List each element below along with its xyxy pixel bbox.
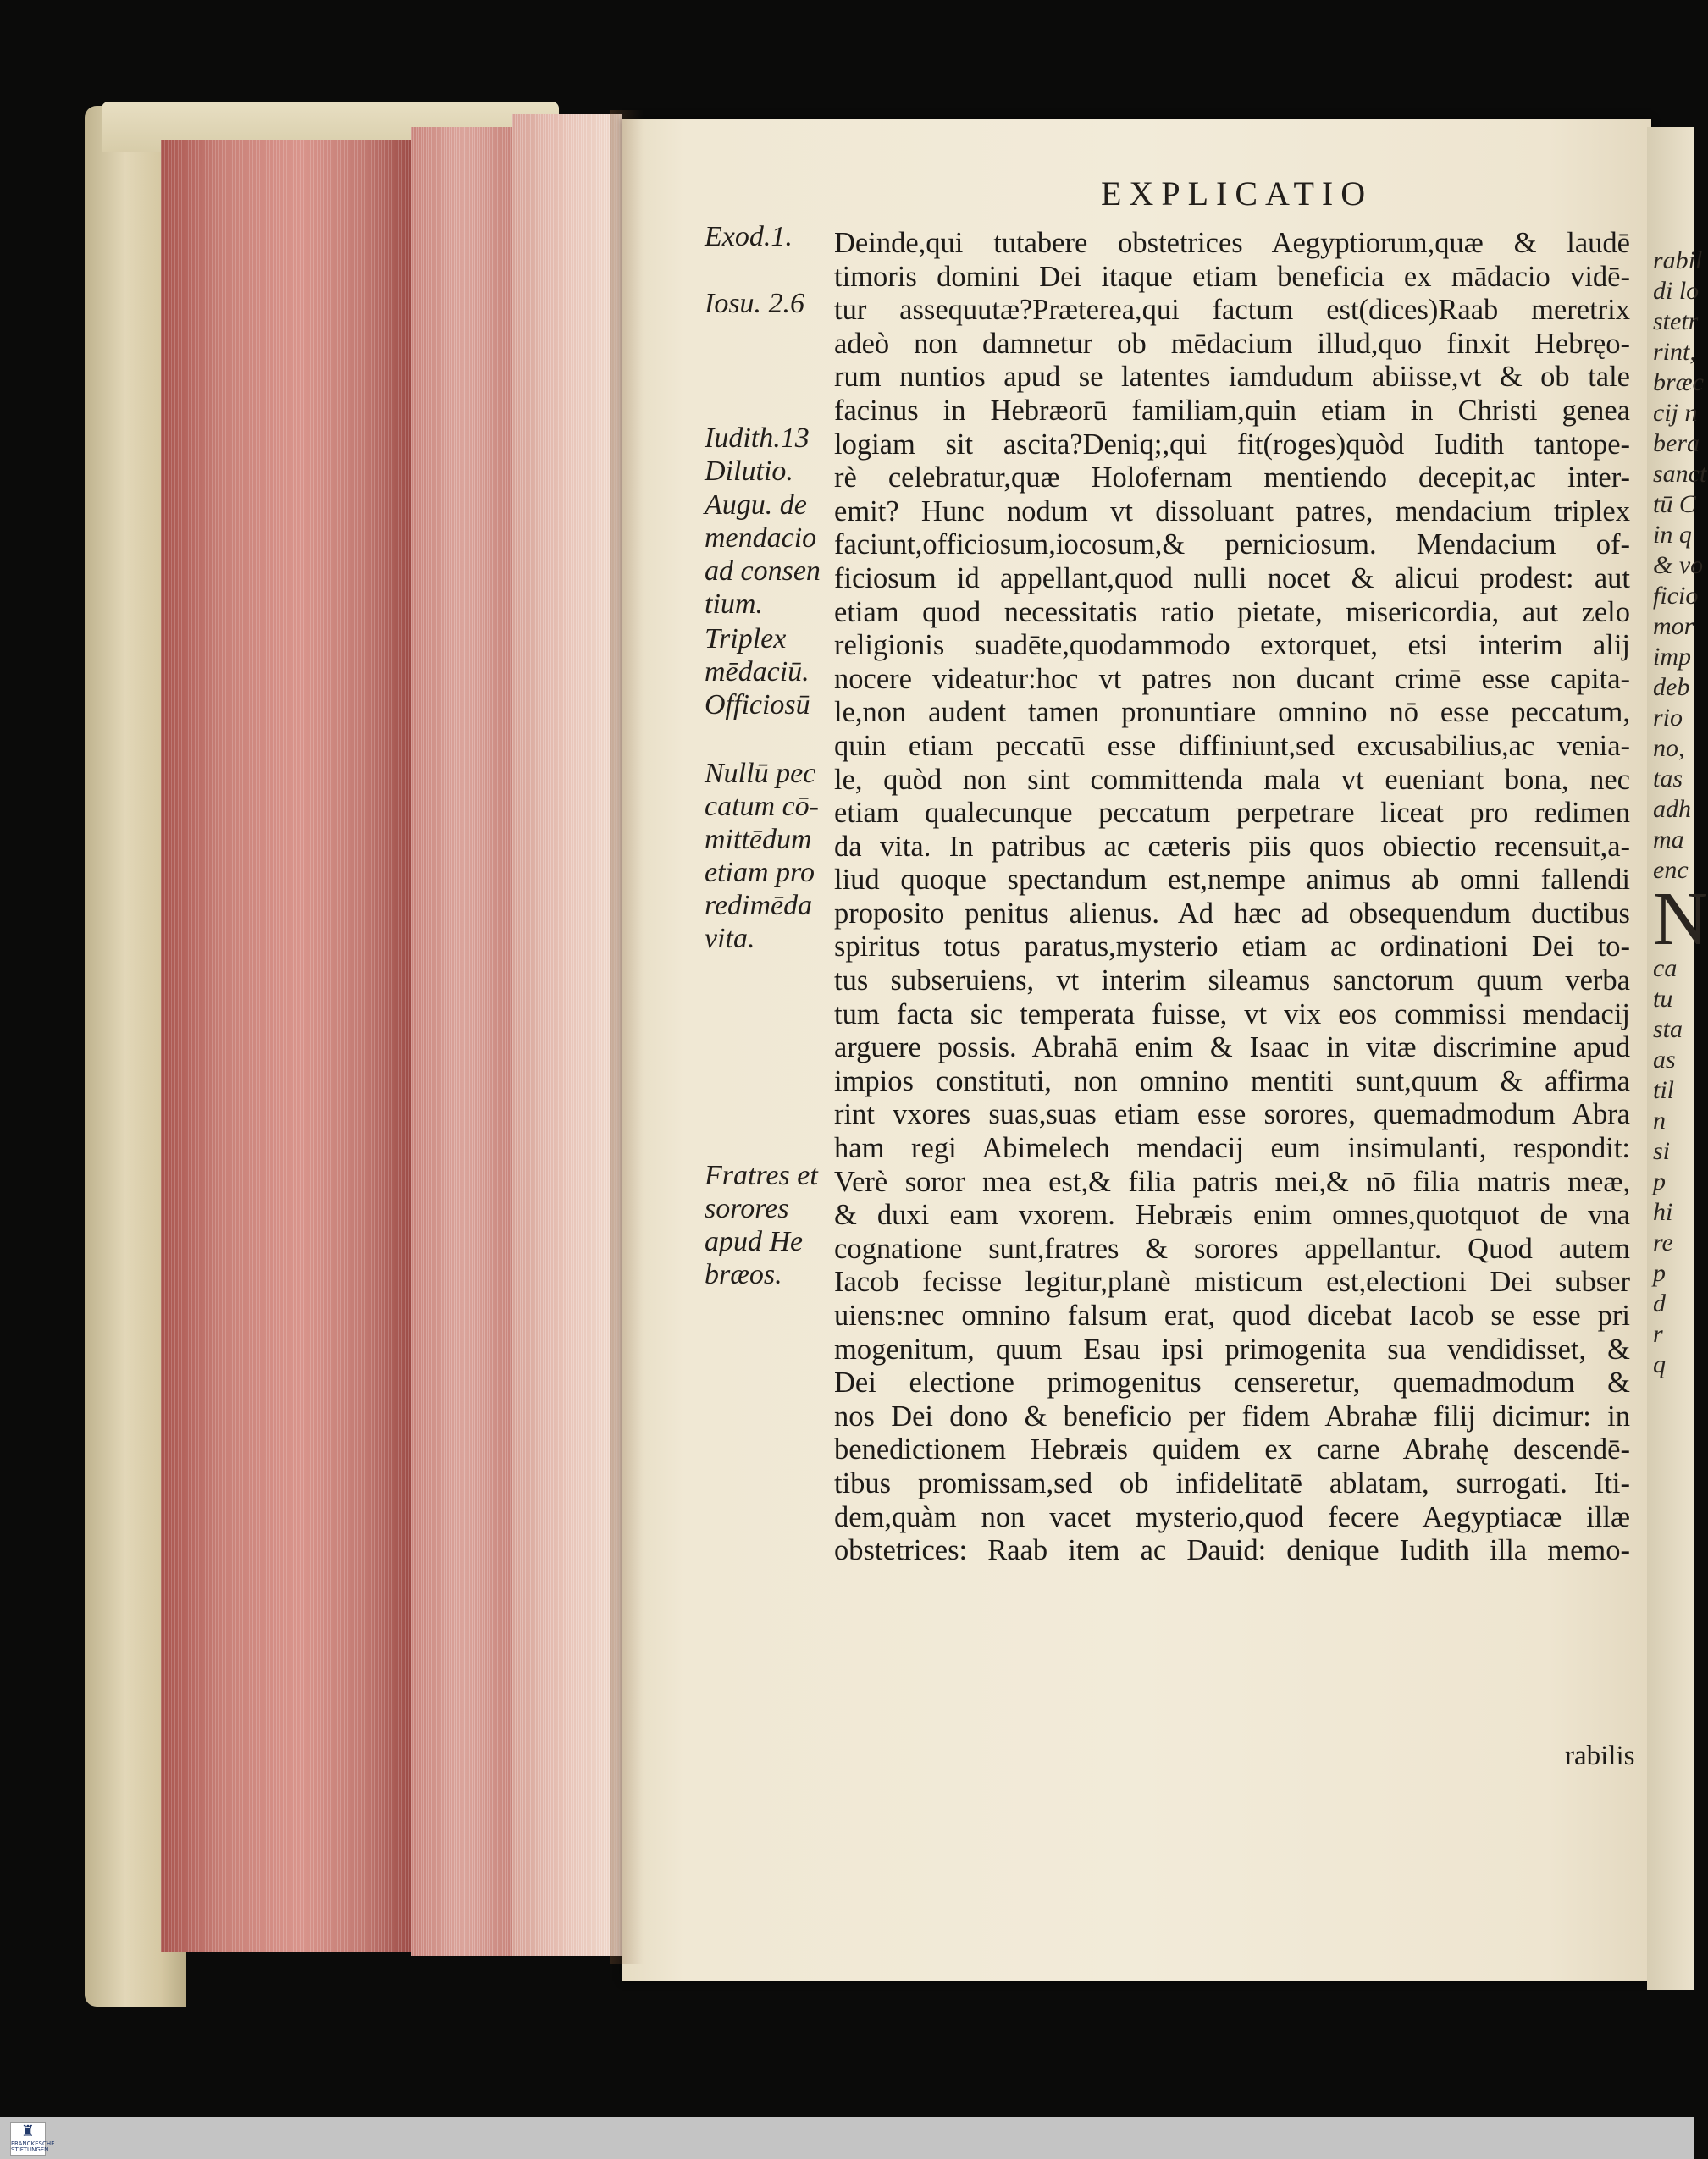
margin-note-line: Exod.1. xyxy=(705,221,793,252)
next-page-fragment: tas xyxy=(1653,765,1683,792)
margin-note-line: vita. xyxy=(705,922,755,954)
next-page-fragment: p xyxy=(1653,1168,1666,1195)
next-page-fragment: rabil xyxy=(1653,246,1703,274)
margin-note-line: Nullū pec xyxy=(705,757,816,789)
page-edges-stained xyxy=(161,140,415,1952)
next-page-fragment: N xyxy=(1653,877,1708,961)
logo-text xyxy=(11,2140,55,2153)
viewer-footer-bar xyxy=(0,2117,1694,2159)
main-text-block xyxy=(834,227,1630,1568)
next-page-fragment: mor xyxy=(1653,612,1694,640)
text-line: uiens:nec omnino falsum erat, quod dicebat Iacob se esse pri xyxy=(834,1300,1630,1332)
next-page-fragment: n xyxy=(1653,1107,1666,1135)
text-line: benedictionem Hebræis quidem ex carne Abrahę descendē- xyxy=(834,1433,1630,1466)
margin-note-line: mendacio xyxy=(705,522,817,554)
text-line: nocere videatur:hoc vt patres non ducant crimē esse capita- xyxy=(834,662,1630,695)
text-line: ficiosum id appellant,quod nulli nocet & alicui prodest: aut xyxy=(834,561,1630,594)
text-line: Deinde,qui tutabere obstetrices Aegyptiorum,quæ & laudē xyxy=(834,227,1630,259)
next-page-fragment: re xyxy=(1653,1229,1673,1256)
next-page-fragment: imp xyxy=(1653,643,1691,671)
margin-note-triplex xyxy=(705,622,810,721)
running-head: EXPLICATIO xyxy=(1101,174,1374,213)
text-line: dem,quàm non vacet mysterio,quod fecere Aegyptiacæ illæ xyxy=(834,1500,1630,1533)
next-page-fragment: p xyxy=(1653,1259,1666,1287)
text-line: & duxi eam vxorem. Hebræis enim omnes,quotquot de vna xyxy=(834,1199,1630,1232)
catchword: rabilis xyxy=(1565,1741,1635,1771)
next-page-fragment: enc xyxy=(1653,856,1689,884)
next-page-fragment: rio xyxy=(1653,704,1683,732)
text-line: Dei electione primogenitus censeretur, quemadmodum & xyxy=(834,1367,1630,1400)
next-page-fragment: deb xyxy=(1653,673,1690,701)
text-line: impios constituti, non omnino mentiti sunt,quum & affirma xyxy=(834,1064,1630,1097)
margin-note-dilutio xyxy=(705,455,793,488)
next-page-fragment: hi xyxy=(1653,1198,1673,1226)
text-line: timoris domini Dei itaque etiam beneficia ex mādacio vidē- xyxy=(834,260,1630,293)
next-page-fragment: til xyxy=(1653,1076,1675,1104)
text-line: liud quoque spectandum est,nempe animus ab omni fallendi xyxy=(834,864,1630,897)
text-line: Verè soror mea est,& filia patris mei,& nō filia matris meæ, xyxy=(834,1165,1630,1198)
margin-note-line: redimēda xyxy=(705,889,813,921)
text-line: mogenitum, quum Esau ipsi primogenita sua vendidisset, & xyxy=(834,1333,1630,1366)
margin-note-fratres xyxy=(705,1159,818,1291)
text-line: proposito penitus alienus. Ad hæc ad obsequendum ductibus xyxy=(834,897,1630,930)
text-line: obstetrices: Raab item ac Dauid: denique Iudith illa memo- xyxy=(834,1534,1630,1567)
margin-note-line: apud He xyxy=(705,1225,804,1257)
text-line: adeò non damnetur ob mēdacium illud,quo finxit Hebręo- xyxy=(834,327,1630,360)
text-line: nos Dei dono & beneficio per fidem Abrahæ filij dicimur: in xyxy=(834,1400,1630,1433)
margin-note-line: tium. xyxy=(705,588,763,620)
next-page-fragment: stetr xyxy=(1653,307,1699,335)
next-page-fragment: sta xyxy=(1653,1015,1683,1043)
margin-note-line: bræos. xyxy=(705,1258,782,1290)
text-line: rint vxores suas,suas etiam esse sorores, quemadmodum Abra xyxy=(834,1098,1630,1131)
next-page-fragment: as xyxy=(1653,1046,1676,1074)
next-page-fragment: adh xyxy=(1653,795,1691,823)
text-line: rum nuntios apud se latentes iamdudum abiisse,vt & ob tale xyxy=(834,361,1630,394)
next-page-fragment: q xyxy=(1653,1350,1666,1378)
next-page-fragment: bræc xyxy=(1653,368,1704,396)
text-line: le,non audent tamen pronuntiare omnino nō esse peccatum, xyxy=(834,696,1630,729)
margin-note-iudith xyxy=(705,422,810,455)
text-line: tur assequutæ?Præterea,qui factum est(dices)Raab meretrix xyxy=(834,294,1630,327)
next-page-fragment: ficio xyxy=(1653,582,1699,610)
margin-note-line: catum cō- xyxy=(705,790,820,822)
margin-note-line: sorores xyxy=(705,1192,789,1224)
next-page-fragment: ca xyxy=(1653,954,1678,982)
margin-note-line: Triplex xyxy=(705,623,787,655)
next-page-fragment: si xyxy=(1653,1137,1671,1165)
text-line: da vita. In patribus ac cæteris piis quos obiectio recensuit,a- xyxy=(834,830,1630,863)
text-line: etiam qualecunque peccatum perpetrare liceat pro redimen xyxy=(834,797,1630,830)
text-line: quin etiam peccatū esse diffiniunt,sed excusabilius,ac venia- xyxy=(834,729,1630,762)
text-line: ham regi Abimelech mendacij eum insimulanti, respondit: xyxy=(834,1132,1630,1165)
margin-note-line: mēdaciū. xyxy=(705,656,810,688)
text-line: tibus promissam,sed ob infidelitatē ablatam, surrogati. Iti- xyxy=(834,1466,1630,1499)
margin-note-line: Iosu. 2.6 xyxy=(705,288,805,320)
gutter-shadow xyxy=(610,110,644,1964)
logo-icon: ♜ xyxy=(20,2123,36,2140)
margin-note-line: ad consen xyxy=(705,555,821,587)
next-page-fragment: d xyxy=(1653,1289,1666,1317)
institution-logo[interactable] xyxy=(10,2122,55,2156)
text-line: etiam quod necessitatis ratio pietate, misericordia, aut zelo xyxy=(834,595,1630,628)
text-line: facinus in Hebræorū familiam,quin etiam in Christi genea xyxy=(834,394,1630,427)
logo-text-line: FRANCKESCHE xyxy=(11,2140,55,2147)
next-page-fragment: & vo xyxy=(1653,551,1704,579)
text-line: arguere possis. Abrahā enim & Isaac in vitæ discrimine apud xyxy=(834,1031,1630,1064)
text-line: le, quòd non sint committenda mala vt eueniant bona, nec xyxy=(834,763,1630,796)
text-line: logiam sit ascita?Deniq;,qui fit(roges)quòd Iudith tantope- xyxy=(834,428,1630,461)
text-line: cognatione sunt,fratres & sorores appellantur. Quod autem xyxy=(834,1232,1630,1265)
text-line: tus subseruiens, vt interim sileamus sanctorum quum verba xyxy=(834,964,1630,997)
text-line: emit? Hunc nodum vt dissoluant patres, mendacium triplex xyxy=(834,494,1630,527)
next-page-fragment: no, xyxy=(1653,734,1685,762)
text-line: faciunt,officiosum,iocosum,& perniciosum. Mendacium of- xyxy=(834,528,1630,561)
next-page-text xyxy=(1653,246,1708,1380)
margin-note-line: Iudith.13 xyxy=(705,422,810,454)
page-edges-middle xyxy=(411,127,517,1956)
margin-note-line: Augu. de xyxy=(705,489,807,521)
next-page-fragment: rint, xyxy=(1653,338,1696,366)
text-line: religionis suadēte,quodammodo extorquet, etsi interim alij xyxy=(834,629,1630,662)
margin-note-line: mittēdum xyxy=(705,823,812,855)
margin-note-nullu xyxy=(705,757,819,955)
text-line: rè celebratur,quæ Holofernam mentiendo decepit,ac inter- xyxy=(834,461,1630,494)
text-line: Iacob fecisse legitur,planè misticum est,electioni Dei subser xyxy=(834,1266,1630,1299)
next-page-fragment: bera xyxy=(1653,429,1700,457)
next-page-fragment: ma xyxy=(1653,826,1684,853)
next-page-fragment: di lo xyxy=(1653,277,1700,305)
margin-note-iosu xyxy=(705,287,804,320)
next-page-fragment: tū C xyxy=(1653,490,1696,518)
next-page-fragment: r xyxy=(1653,1320,1663,1348)
next-page-fragment: tu xyxy=(1653,985,1673,1013)
logo-text-line: STIFTUNGEN xyxy=(11,2146,49,2153)
page-edges-inner xyxy=(512,114,622,1956)
next-page-fragment: in q xyxy=(1653,521,1692,549)
text-line: spiritus totus paratus,mysterio etiam ac ordinationi Dei to- xyxy=(834,930,1630,964)
next-page-fragment: cij n xyxy=(1653,399,1698,427)
text-line: tum facta sic temperata fuisse, vt vix eos commissi mendacij xyxy=(834,997,1630,1030)
margin-note-line: Fratres et xyxy=(705,1159,818,1191)
margin-note-augu xyxy=(705,489,821,621)
margin-note-line: Officiosū xyxy=(705,689,810,721)
margin-note-line: etiam pro xyxy=(705,856,815,888)
margin-note-exod xyxy=(705,220,793,253)
margin-note-line: Dilutio. xyxy=(705,456,793,488)
next-page-fragment: sanct xyxy=(1653,460,1707,488)
